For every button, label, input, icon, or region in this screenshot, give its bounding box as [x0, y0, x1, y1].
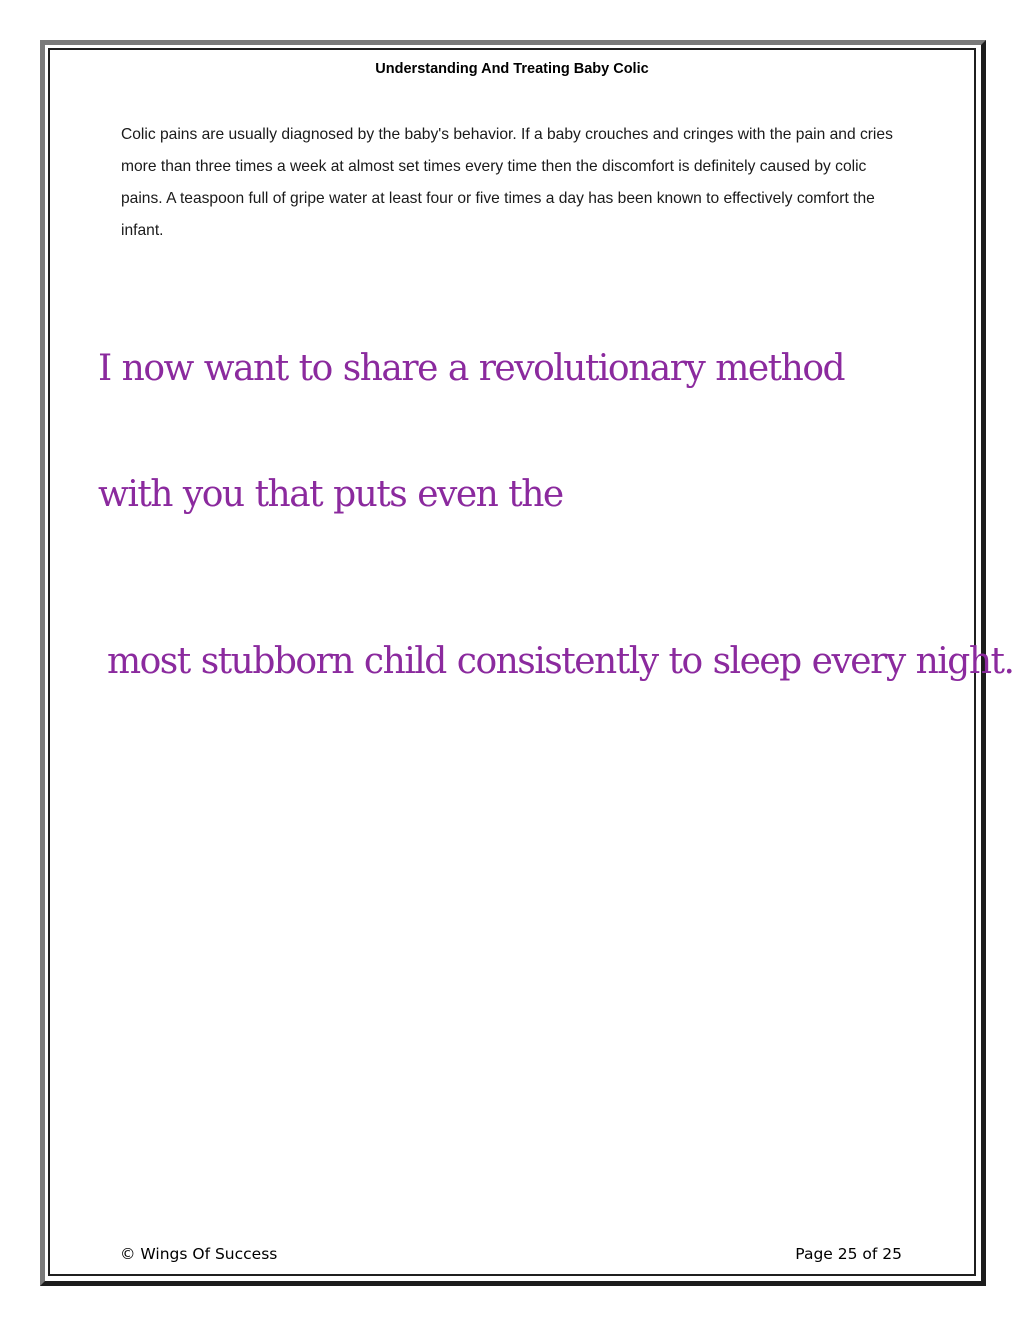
running-header: Understanding And Treating Baby Colic [375, 61, 649, 77]
body-paragraph: Colic pains are usually diagnosed by the baby's behavior. If a baby crouches and cringes with the pain and cries more than three times a week at almost set times every time then the discomfort is definitely caused by colic pains. A teaspoon full of gripe water at least four or five times a day has been known to effectively comfort the infant. [121, 126, 893, 239]
footer-copyright: © Wings Of Success [120, 1245, 278, 1263]
cta-line-3: most stubborn child consistently to sleep every night. [107, 641, 1014, 682]
cta-line-2: with you that puts even the [98, 474, 563, 515]
footer-page-number: Page 25 of 25 [795, 1245, 902, 1263]
cta-line-1: I now want to share a revolutionary method [98, 348, 845, 389]
